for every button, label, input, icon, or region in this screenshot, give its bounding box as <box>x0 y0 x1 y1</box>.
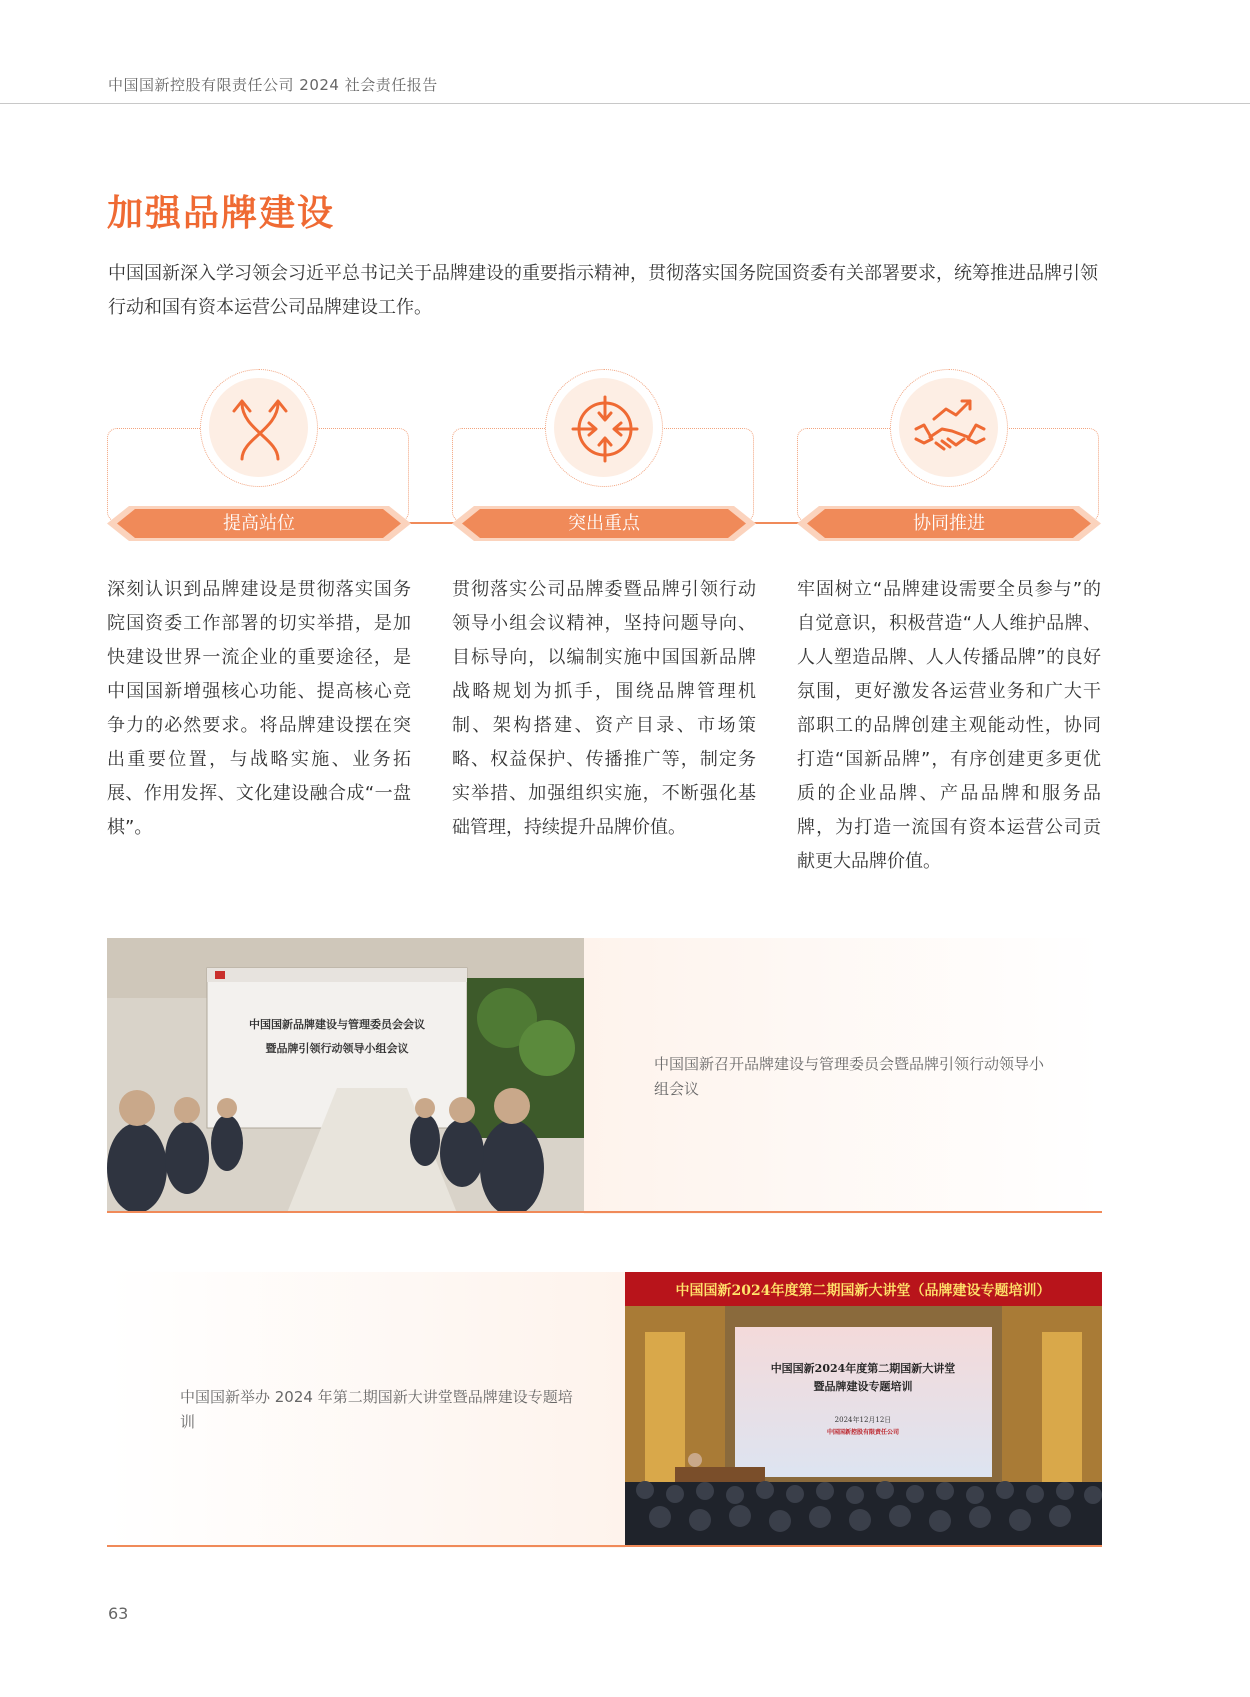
lecture-photo <box>625 1272 1102 1546</box>
pillar-label: 协同推进 <box>913 513 985 534</box>
pillar-icon-circle-3 <box>890 369 1008 487</box>
target-focus-icon <box>565 389 645 469</box>
crossing-arrows-icon <box>220 389 300 469</box>
lecture-banner: 中国国新2024年度第二期国新大讲堂（品牌建设专题培训） <box>675 1283 1051 1299</box>
pillar-label: 提高站位 <box>223 513 295 534</box>
pillar-text-2: 贯彻落实公司品牌委暨品牌引领行动领导小组会议精神，坚持问题导向、目标导向，以编制实施中国国新品牌战略规划为抓手，围绕品牌管理机制、架构搭建、资产目录、市场策略、权益保护、传播推广等，制定务实举措、加强组织实施，不断强化基础管理，持续提升品牌价值。 <box>452 579 756 838</box>
pillar-ribbon-3 <box>797 506 1101 541</box>
report-header-title: 中国国新控股有限责任公司 2024 社会责任报告 <box>108 76 438 94</box>
pillar-icon-circle-2 <box>545 369 663 487</box>
lecture-screen-date: 2024年12月12日 <box>834 1416 892 1424</box>
header-divider <box>0 103 1250 104</box>
meeting-screen-line2: 暨品牌引领行动领导小组会议 <box>265 1042 409 1055</box>
section-title: 加强品牌建设 <box>107 193 336 234</box>
page-number: 63 <box>108 1604 129 1623</box>
photo-band-2-underline <box>107 1545 1102 1547</box>
section-intro: 中国国新深入学习领会习近平总书记关于品牌建设的重要指示精神，贯彻落实国务院国资委有关部署要求，统筹推进品牌引领行动和国有资本运营公司品牌建设工作。 <box>108 263 1098 318</box>
pillar-text-3: 牢固树立“品牌建设需要全员参与”的自觉意识，积极营造“人人维护品牌、人人塑造品牌、人人传播品牌”的良好氛围，更好激发各运营业务和广大干部职工的品牌创建主观能动性，协同打造“国新品牌”，有序创建更多更优质的企业品牌、产品品牌和服务品牌，为打造一流国有资本运营公司贡献更大品牌价值。 <box>797 579 1101 872</box>
meeting-photo-caption: 中国国新召开品牌建设与管理委员会暨品牌引领行动领导小组会议 <box>654 1055 1045 1098</box>
photo-band-1-underline <box>107 1211 1102 1213</box>
lecture-screen-org: 中国国新控股有限责任公司 <box>826 1429 900 1436</box>
lecture-screen-line2: 暨品牌建设专题培训 <box>813 1380 913 1393</box>
pillar-ribbon-2 <box>452 506 756 541</box>
pillar-icon-circle-1 <box>200 369 318 487</box>
pillar-label: 突出重点 <box>568 513 640 534</box>
pillar-text-1: 深刻认识到品牌建设是贯彻落实国务院国资委工作部署的切实举措，是加快建设世界一流企业的重要途径，是中国国新增强核心功能、提高核心竞争力的必然要求。将品牌建设摆在突出重要位置，与战略实施、业务拓展、作用发挥、文化建设融合成“一盘棋”。 <box>107 579 411 838</box>
handshake-growth-icon <box>910 389 990 469</box>
lecture-screen-line1: 中国国新2024年度第二期国新大讲堂 <box>770 1362 956 1375</box>
lecture-photo-caption: 中国国新举办 2024 年第二期国新大讲堂暨品牌建设专题培训 <box>180 1388 573 1431</box>
meeting-photo <box>107 938 584 1213</box>
pillar-ribbon-1 <box>107 506 411 541</box>
meeting-screen-line1: 中国国新品牌建设与管理委员会会议 <box>249 1018 425 1031</box>
